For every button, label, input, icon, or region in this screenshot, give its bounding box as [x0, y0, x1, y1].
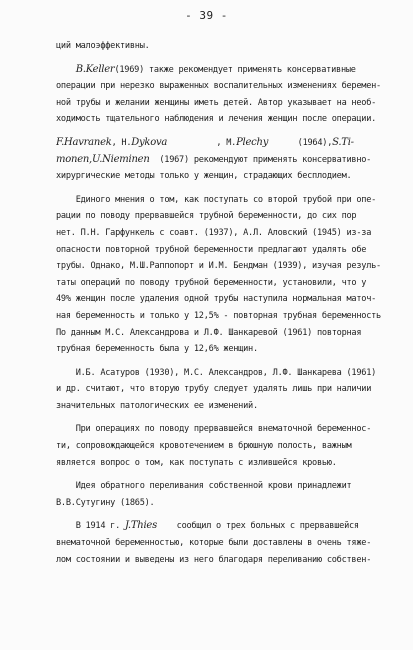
text-line [56, 421, 396, 438]
typed-text: опасности повторной трубной беременности предлагают удалять обе [56, 244, 367, 255]
typed-text: (1964), [268, 137, 333, 148]
typed-text: 49% женщин после удаления одной трубы наступила нормальная маточ- [56, 294, 377, 305]
text-line [56, 242, 396, 259]
text-line [56, 168, 396, 185]
typed-text: сообщил о трех больных с прервавшейся [156, 521, 359, 532]
typed-text: При операциях по поводу прервавшейся внематочной беременнос- [56, 424, 372, 435]
typed-text: , М. [167, 137, 237, 148]
text-line [56, 208, 396, 225]
text-line [56, 135, 396, 152]
typed-text: Единого мнения о том, как поступать со второй трубой при опе- [56, 194, 377, 205]
handwritten-name: В.Keller [75, 63, 115, 75]
handwritten-name: monen,U.Nieminen [56, 153, 150, 165]
text-line [56, 225, 396, 242]
paragraph-gap [56, 128, 396, 135]
typed-text: (1969) также рекомендует применять консервативные [114, 64, 356, 75]
text-line [56, 192, 396, 209]
text-line [56, 398, 396, 415]
text-line [56, 438, 396, 455]
typed-text: внематочной беременностью, которые были доставлены в очень тяже- [56, 538, 372, 549]
text-line [56, 495, 396, 512]
typed-text: ций малоэффективны. [56, 41, 150, 51]
text-line [56, 381, 396, 398]
typed-text: значительных патологических ее изменений. [56, 400, 258, 411]
typed-text [56, 65, 76, 75]
text-line [56, 365, 396, 382]
text-line [56, 552, 396, 569]
typed-text: В 1914 г. [56, 521, 125, 532]
text-line [56, 275, 396, 292]
page-number: - 39 - [185, 9, 228, 22]
text-line [56, 341, 396, 358]
typed-text: И.Б. Асатуров (1930), М.С. Александров, Л.Ф. Шанкарева (1961) [56, 367, 377, 378]
paragraph-gap [56, 414, 396, 421]
handwritten-name: Dykova [131, 136, 168, 148]
text-line [56, 291, 396, 308]
text-line [56, 258, 396, 275]
paragraph [56, 518, 396, 568]
text-line [56, 62, 396, 79]
handwritten-name: J.Thies [124, 520, 157, 532]
typed-text: таты операций по поводу трубной беременности, установили, что у [56, 277, 367, 288]
typed-text: ной трубы и желании женщины иметь детей. Автор указывает на необ- [56, 97, 377, 108]
typed-text: В.В.Сутугину (1865). [56, 497, 155, 508]
text-line [56, 38, 396, 55]
text-line [56, 325, 396, 342]
typed-text: является вопрос о том, как поступать с излившейся кровью. [56, 457, 337, 468]
paragraph-gap [56, 511, 396, 518]
text-line [56, 478, 396, 495]
handwritten-name: F.Havranek [56, 136, 112, 148]
typed-text: ная беременность и только у 12,5% - повторная трубная беременность [56, 310, 381, 321]
text-line [56, 308, 396, 325]
handwritten-name: S.Ti- [332, 136, 354, 148]
text-line [56, 535, 396, 552]
paragraph [56, 192, 396, 358]
typed-text: трубная беременность была у 12,6% женщин. [56, 344, 258, 355]
text-line [56, 518, 396, 535]
typed-text: Идея обратного переливания собственной крови принадлежит [56, 481, 352, 492]
handwritten-name: Plechy [236, 136, 269, 148]
typed-text: операции при нерезко выраженных воспалительных изменениях беремен- [56, 81, 381, 92]
paragraph [56, 62, 396, 128]
text-line [56, 78, 396, 95]
paragraph-gap [56, 358, 396, 365]
paragraph-gap [56, 55, 396, 62]
typed-text: ходимость тщательного наблюдения и лечения женщин после операции. [56, 114, 377, 125]
paragraph [56, 38, 396, 55]
typed-text: трубы. Однако, М.Ш.Раппопорт и И.М. Бендман (1939), изучая резуль- [56, 261, 381, 272]
typed-text: По данным М.С. Александрова и Л.Ф. Шанкаревой (1961) повторная [56, 327, 362, 338]
typed-text: лом состоянии и выведены из него благодаря переливанию собствен- [56, 554, 372, 565]
paragraph [56, 478, 396, 511]
document-body [56, 38, 396, 568]
paragraph [56, 135, 396, 185]
typed-text: рации по поводу прервавшейся трубной беременности, до сих пор [56, 211, 357, 222]
text-line [56, 95, 396, 112]
typed-text: хирургические методы только у женщин, страдающих бесплодием. [56, 171, 352, 182]
paragraph [56, 365, 396, 415]
text-line [56, 111, 396, 128]
paragraph-gap [56, 471, 396, 478]
paragraph-gap [56, 185, 396, 192]
typed-text: и др. считают, что вторую трубу следует удалять лишь при наличии [56, 384, 372, 395]
typed-text: ти, сопровождающейся кровотечением в брюшную полость, важным [56, 441, 352, 452]
text-line [56, 455, 396, 472]
typed-text: , Н. [111, 137, 132, 148]
typed-text: нет. П.Н. Гарфункель с соавт. (1937), А.Л. Аловский (1945) из-за [56, 227, 372, 238]
typed-text: (1967) рекомендуют применять консервативно- [149, 154, 372, 165]
text-line [56, 152, 396, 169]
paragraph [56, 421, 396, 471]
